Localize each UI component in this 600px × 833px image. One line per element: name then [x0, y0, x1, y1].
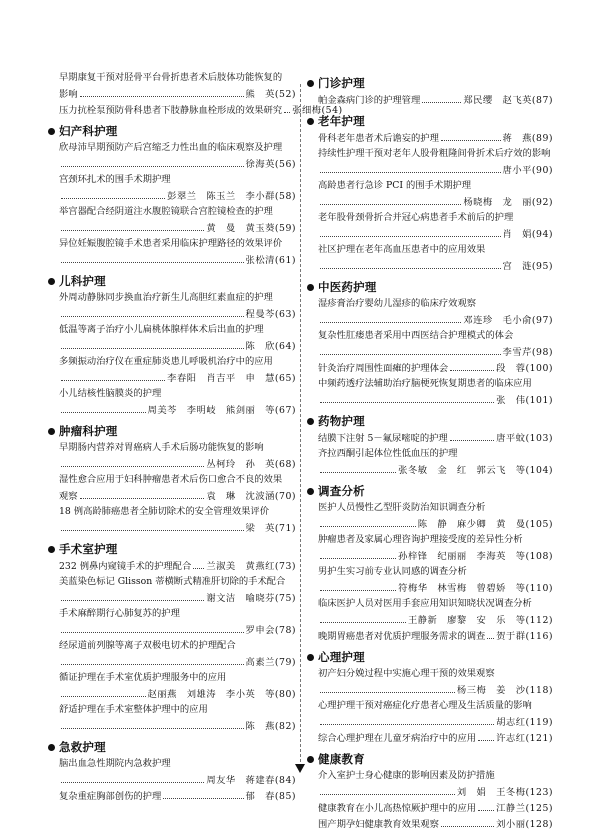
entry-tail-line [59, 520, 296, 536]
section-heading [307, 648, 553, 666]
entry-author-page: 张细梅(54) [292, 105, 343, 116]
section-heading [307, 750, 553, 768]
entry-tail-line [318, 628, 553, 644]
entry-author-page: 宫 涟(95) [502, 261, 553, 272]
entry-title-line: 中频药透疗法辅助治疗脑梗死恢复期患者的临床应用 [318, 378, 532, 389]
entry-author-page: 陈 静 麻少卿 黄 曼(105) [417, 519, 553, 530]
entry-title-text: 骨科老年患者术后谵妄的护理 [318, 133, 439, 144]
bullet-dot-icon [307, 654, 314, 661]
dot-leader [61, 338, 244, 349]
column-divider [300, 84, 301, 762]
entry-tail-line [318, 784, 553, 800]
entry-tail-line [59, 252, 296, 268]
section-title: 肿瘤科护理 [59, 424, 118, 438]
entry-tail-line [318, 612, 553, 628]
entry-title-line: 齐拉西酮引起体位性低血压的护理 [318, 448, 458, 459]
entry-title-text: 围产期孕妇健康教育效果观察 [318, 819, 439, 830]
section-title: 妇产科护理 [59, 124, 118, 138]
entry-title-line: 外周动静脉同步换血治疗新生儿高胆红素血症的护理 [59, 292, 273, 303]
right-column [307, 70, 553, 832]
entry-tail-line [318, 392, 553, 408]
entry-author-page: 周友华 蒋建春(84) [206, 775, 296, 786]
entry-title-line: 小儿结核性脑膜炎的护理 [59, 388, 162, 399]
dot-leader [320, 548, 396, 559]
toc-entry[interactable] [318, 596, 553, 628]
bullet-dot-icon [48, 428, 55, 435]
dot-leader [422, 92, 461, 103]
entry-tail-line [59, 654, 296, 670]
bullet-dot-icon [307, 488, 314, 495]
entry-title-line: 临床医护人员对医用手套应用知识知晓状况调查分析 [318, 598, 532, 609]
entry-tail-line [318, 430, 553, 446]
entry-title-line: 美蓝染色标记 Glisson 蒂横断式精准肝切除的手术配合 [59, 576, 286, 587]
dot-leader [320, 784, 455, 795]
dot-leader [320, 612, 406, 623]
toc-entry[interactable] [318, 532, 553, 564]
bullet-dot-icon [307, 284, 314, 291]
entry-title-line: 湿疹膏治疗婴幼儿湿疹的临床疗效观察 [318, 298, 477, 309]
entry-title-line: 多频振动治疗仪在重症肺炎患儿呼吸机治疗中的应用 [59, 356, 273, 367]
section-heading [48, 422, 296, 440]
dot-leader [163, 788, 243, 799]
entry-author-page: 兰淑美 黄燕红(73) [206, 561, 296, 572]
entry-title-text: 结膜下注射 5－氟尿嘧啶的护理 [318, 433, 448, 444]
entry-title-line: 心理护理干预对癌症化疗患者心理及生活质量的影响 [318, 700, 532, 711]
toc-entry[interactable] [318, 328, 553, 360]
entry-tail-line [59, 788, 296, 804]
entry-author-page: 王静新 廖黎 安 乐 等(112) [407, 615, 553, 626]
entry-title-line: 18 例高龄肺癌患者全肺切除术的安全管理效果评价 [59, 506, 270, 517]
entry-author-page: 陈 燕(82) [245, 721, 296, 732]
entry-author-page: 符梅华 林雪梅 曾碧娇 等(110) [398, 583, 553, 594]
entry-author-page: 段 蓉(100) [496, 363, 553, 374]
entry-title-text: 观察 [59, 491, 78, 502]
entry-title-text: 健康教育在小儿高热惊厥护理中的应用 [318, 803, 477, 814]
entry-title-text: 232 例鼻内窥镜手术的护理配合 [59, 561, 192, 572]
entry-author-page: 杨三梅 姜 沙(118) [456, 685, 553, 696]
dot-leader [320, 344, 501, 355]
section-title: 健康教育 [318, 752, 365, 766]
entry-author-page: 刘 娟 王冬梅(123) [456, 787, 553, 798]
entry-title-line: 舒适护理在手术室整体护理中的应用 [59, 704, 208, 715]
dot-leader [320, 258, 501, 269]
toc-entry[interactable] [59, 386, 296, 418]
section-heading [307, 112, 553, 130]
dot-leader [478, 800, 494, 811]
entry-tail-line [59, 306, 296, 322]
section-title: 老年护理 [318, 114, 365, 128]
entry-title-line: 异位妊娠腹腔镜手术患者采用临床护理路径的效果评价 [59, 238, 283, 249]
dot-leader [80, 488, 205, 499]
entry-title-line: 高龄患者行急诊 PCI 的围手术期护理 [318, 180, 472, 191]
toc-entry[interactable] [59, 440, 296, 472]
entry-author-page: 杨晓梅 龙 丽(92) [463, 197, 553, 208]
entry-title-text: 帕金森病门诊的护理管理 [318, 95, 421, 106]
dot-leader [61, 188, 165, 199]
dot-leader [320, 462, 396, 473]
dot-leader [441, 130, 501, 141]
entry-author-page: 彭翠兰 陈玉兰 李小群(58) [167, 191, 296, 202]
toc-entry[interactable] [318, 430, 553, 446]
entry-title-text: 综合心理护理在儿童牙病治疗中的应用 [318, 733, 477, 744]
entry-author-page: 江静兰(125) [496, 803, 553, 814]
entry-title-line: 持续性护理干预对老年人股骨粗隆间骨折术后疗效的影响 [318, 148, 551, 159]
toc-entry[interactable] [59, 788, 296, 804]
bullet-dot-icon [48, 278, 55, 285]
entry-title-line: 早期康复干预对胫骨平台骨折患者术后肢体功能恢复的 [59, 72, 283, 83]
entry-tail-line [318, 258, 553, 274]
entry-author-page: 孙梓锋 纪丽丽 李海英 等(108) [398, 551, 553, 562]
toc-entry[interactable] [318, 800, 553, 816]
entry-tail-line [318, 800, 553, 816]
toc-entry[interactable] [59, 354, 296, 386]
section-heading [48, 272, 296, 290]
entry-tail-line [59, 338, 296, 354]
entry-author-page: 徐海英(56) [245, 159, 296, 170]
toc-entry[interactable] [59, 606, 296, 638]
toc-entry[interactable] [59, 756, 296, 788]
entry-tail-line [59, 86, 296, 102]
toc-entry[interactable] [59, 702, 296, 734]
toc-entry[interactable] [318, 768, 553, 800]
entry-author-page: 邓连珍 毛小俞(97) [463, 315, 553, 326]
toc-entry[interactable] [318, 564, 553, 596]
toc-entry[interactable] [318, 628, 553, 644]
toc-entry[interactable] [59, 670, 296, 702]
toc-entry[interactable] [59, 204, 296, 236]
entry-author-page: 袁 琳 沈波涵(70) [206, 491, 296, 502]
entry-title-line: 男护生实习前专业认同感的调查分析 [318, 566, 467, 577]
entry-author-page: 李春阳 肖吉平 申 慧(65) [167, 373, 296, 384]
toc-entry[interactable] [59, 574, 296, 606]
entry-tail-line [318, 360, 553, 376]
dot-leader [450, 360, 494, 371]
dot-leader [61, 718, 244, 729]
entry-author-page: 郁 春(85) [245, 791, 296, 802]
entry-tail-line [59, 772, 296, 788]
toc-entry[interactable] [318, 210, 553, 242]
section-heading [48, 122, 296, 140]
dot-leader [478, 730, 494, 741]
entry-author-page: 熊 英(52) [245, 89, 296, 100]
toc-entry[interactable] [318, 242, 553, 274]
entry-author-page: 唐小平(90) [502, 165, 553, 176]
section-title: 门诊护理 [318, 76, 365, 90]
toc-entry[interactable] [59, 172, 296, 204]
entry-tail-line [318, 580, 553, 596]
entry-author-page: 蒋 燕(89) [502, 133, 553, 144]
dot-leader [80, 86, 244, 97]
dot-leader [61, 520, 244, 531]
toc-entry[interactable] [59, 504, 296, 536]
section-heading [48, 738, 296, 756]
entry-title-line: 经尿道前列腺等离子双极电切术的护理配合 [59, 640, 236, 651]
toc-entry[interactable] [59, 472, 296, 504]
entry-title-line: 宫颈环扎术的围手术期护理 [59, 174, 171, 185]
entry-author-page: 赵丽燕 刘雄涛 李小英 等(80) [147, 689, 296, 700]
entry-title-text: 影响 [59, 89, 78, 100]
entry-title-line: 肿瘤患者及家属心理咨询护理接受度的差异性分析 [318, 534, 523, 545]
entry-title-line: 湿性愈合应用于妇科肿瘤患者术后伤口愈合不良的效果 [59, 474, 283, 485]
bullet-dot-icon [48, 546, 55, 553]
dot-leader [450, 430, 494, 441]
entry-title-line: 低温等离子治疗小儿扁桃体腺样体术后出血的护理 [59, 324, 264, 335]
toc-entry[interactable] [318, 698, 553, 730]
entry-tail-line [59, 590, 296, 606]
entry-author-page: 张 伟(101) [496, 395, 553, 406]
section-title: 手术室护理 [59, 542, 118, 556]
toc-entry[interactable] [318, 446, 553, 478]
entry-author-page: 程曼芩(63) [245, 309, 296, 320]
entry-tail-line [318, 312, 553, 328]
toc-entry[interactable] [318, 146, 553, 178]
entry-title-text: 复杂重症胸部创伤的护理 [59, 791, 162, 802]
dot-leader [320, 392, 494, 403]
toc-entry[interactable] [59, 102, 343, 118]
toc-entry[interactable] [318, 666, 553, 698]
entry-tail-line [318, 516, 553, 532]
entry-title-line: 欣母沛早期预防产后宫缩乏力性出血的临床观察及护理 [59, 142, 283, 153]
dot-leader [61, 622, 244, 633]
dot-leader [61, 590, 204, 601]
entry-tail-line [318, 462, 553, 478]
toc-entry[interactable] [318, 730, 553, 746]
entry-title-line: 循证护理在手术室优质护理服务中的应用 [59, 672, 227, 683]
dot-leader [61, 402, 146, 413]
toc-entry[interactable] [59, 558, 296, 574]
entry-title-line: 脑出血急性期院内急救护理 [59, 758, 171, 769]
entry-tail-line [318, 194, 553, 210]
entry-author-page: 梁 英(71) [245, 523, 296, 534]
bullet-dot-icon [48, 128, 55, 135]
section-heading [307, 278, 553, 296]
toc-entry[interactable] [59, 140, 296, 172]
entry-title-line: 社区护理在老年高血压患者中的应用效果 [318, 244, 486, 255]
section-title: 急救护理 [59, 740, 106, 754]
entry-author-page: 郑民缨 赵飞英(87) [463, 95, 553, 106]
section-heading [307, 74, 553, 92]
entry-author-page: 许志红(121) [496, 733, 553, 744]
entry-author-page: 肖 娟(94) [502, 229, 553, 240]
toc-entry[interactable] [59, 70, 296, 102]
entry-tail-line [59, 102, 343, 118]
dot-leader [441, 816, 494, 827]
entry-author-page: 罗申会(78) [245, 625, 296, 636]
entry-author-page: 周美芩 李明岐 熊剑丽 等(67) [147, 405, 296, 416]
entry-author-page: 黄 曼 黄玉葵(59) [206, 223, 296, 234]
entry-tail-line [318, 162, 553, 178]
section-title: 儿科护理 [59, 274, 106, 288]
entry-author-page: 陈 欣(64) [245, 341, 296, 352]
entry-tail-line [59, 558, 296, 574]
entry-title-line: 手术麻醉期行心肺复苏的护理 [59, 608, 180, 619]
entry-tail-line [318, 730, 553, 746]
bullet-dot-icon [307, 418, 314, 425]
section-title: 调查分析 [318, 484, 365, 498]
entry-title-line: 介入室护士身心健康的影响因素及防护措施 [318, 770, 495, 781]
entry-author-page: 张冬敏 金 红 郭云飞 等(104) [398, 465, 553, 476]
entry-author-page: 谢文洁 喻晓芬(75) [206, 593, 296, 604]
entry-author-page: 胡志红(119) [496, 717, 553, 728]
bullet-dot-icon [307, 756, 314, 763]
entry-tail-line [318, 682, 553, 698]
entry-tail-line [318, 344, 553, 360]
arrow-down-icon [295, 764, 305, 773]
dot-leader [284, 102, 290, 113]
entry-tail-line [59, 622, 296, 638]
dot-leader [61, 654, 244, 665]
entry-tail-line [59, 718, 296, 734]
bullet-dot-icon [48, 744, 55, 751]
entry-tail-line [59, 456, 296, 472]
dot-leader [320, 516, 416, 527]
toc-entry[interactable] [318, 376, 553, 408]
dot-leader [320, 226, 501, 237]
entry-tail-line [318, 130, 553, 146]
entry-tail-line [318, 92, 553, 108]
entry-author-page: 刘小丽(128) [496, 819, 553, 830]
entry-tail-line [318, 226, 553, 242]
entry-title-line: 医护人员慢性乙型肝炎防治知识调查分析 [318, 502, 486, 513]
entry-title-text: 压力抗栓泵预防骨科患者下肢静脉血栓形成的效果研究 [59, 105, 283, 116]
entry-tail-line [318, 816, 553, 832]
toc-entry[interactable] [318, 816, 553, 832]
toc-entry[interactable] [318, 296, 553, 328]
entry-tail-line [59, 156, 296, 172]
entry-tail-line [59, 686, 296, 702]
toc-entry[interactable] [59, 290, 296, 322]
entry-title-text: 针灸治疗周围性面瘫的护理体会 [318, 363, 449, 374]
bullet-dot-icon [307, 80, 314, 87]
entry-title-line: 复杂性肛瘘患者采用中西医结合护理模式的体会 [318, 330, 514, 341]
entry-title-line: 举宫器配合经阴道注水腹腔镜联合宫腔镜检查的护理 [59, 206, 273, 217]
section-heading [48, 540, 296, 558]
dot-leader [61, 772, 204, 783]
section-title: 心理护理 [318, 650, 365, 664]
dot-leader [487, 628, 494, 639]
toc-entry[interactable] [318, 178, 553, 210]
section-heading [307, 482, 553, 500]
toc-entry[interactable] [318, 500, 553, 532]
dot-leader [61, 252, 244, 263]
section-title: 药物护理 [318, 414, 365, 428]
entry-author-page: 李雪芹(98) [502, 347, 553, 358]
entry-author-page: 张松清(61) [245, 255, 296, 266]
bullet-dot-icon [307, 118, 314, 125]
entry-tail-line [318, 714, 553, 730]
dot-leader [320, 312, 461, 323]
dot-leader [320, 714, 494, 725]
entry-author-page: 丛柯玲 孙 英(68) [206, 459, 296, 470]
entry-tail-line [59, 220, 296, 236]
dot-leader [61, 156, 244, 167]
dot-leader [320, 162, 501, 173]
dot-leader [61, 370, 165, 381]
toc-entry[interactable] [59, 638, 296, 670]
entry-tail-line [59, 370, 296, 386]
dot-leader [320, 580, 396, 591]
entry-title-line: 初产妇分娩过程中实施心理干预的效果观察 [318, 668, 495, 679]
entry-tail-line [59, 188, 296, 204]
entry-tail-line [59, 488, 296, 504]
section-title: 中医药护理 [318, 280, 377, 294]
dot-leader [61, 306, 244, 317]
entry-tail-line [59, 402, 296, 418]
entry-author-page: 高素兰(79) [245, 657, 296, 668]
entry-author-page: 唐平蚊(103) [496, 433, 553, 444]
toc-entry[interactable] [59, 322, 296, 354]
dot-leader [61, 220, 204, 231]
section-heading [307, 412, 553, 430]
dot-leader [193, 558, 204, 569]
dot-leader [320, 682, 455, 693]
entry-tail-line [318, 548, 553, 564]
dot-leader [61, 686, 146, 697]
toc-entry[interactable] [318, 92, 553, 108]
entry-title-line: 老年股骨颈骨折合并冠心病患者手术前后的护理 [318, 212, 514, 223]
dot-leader [61, 456, 204, 467]
toc-entry[interactable] [318, 130, 553, 146]
entry-title-line: 早期肠内营养对胃癌病人手术后肠功能恢复的影响 [59, 442, 264, 453]
toc-entry[interactable] [59, 236, 296, 268]
toc-entry[interactable] [318, 360, 553, 376]
entry-title-text: 晚期胃癌患者对优质护理服务需求的调查 [318, 631, 486, 642]
entry-author-page: 贺于群(116) [496, 631, 553, 642]
dot-leader [320, 194, 461, 205]
